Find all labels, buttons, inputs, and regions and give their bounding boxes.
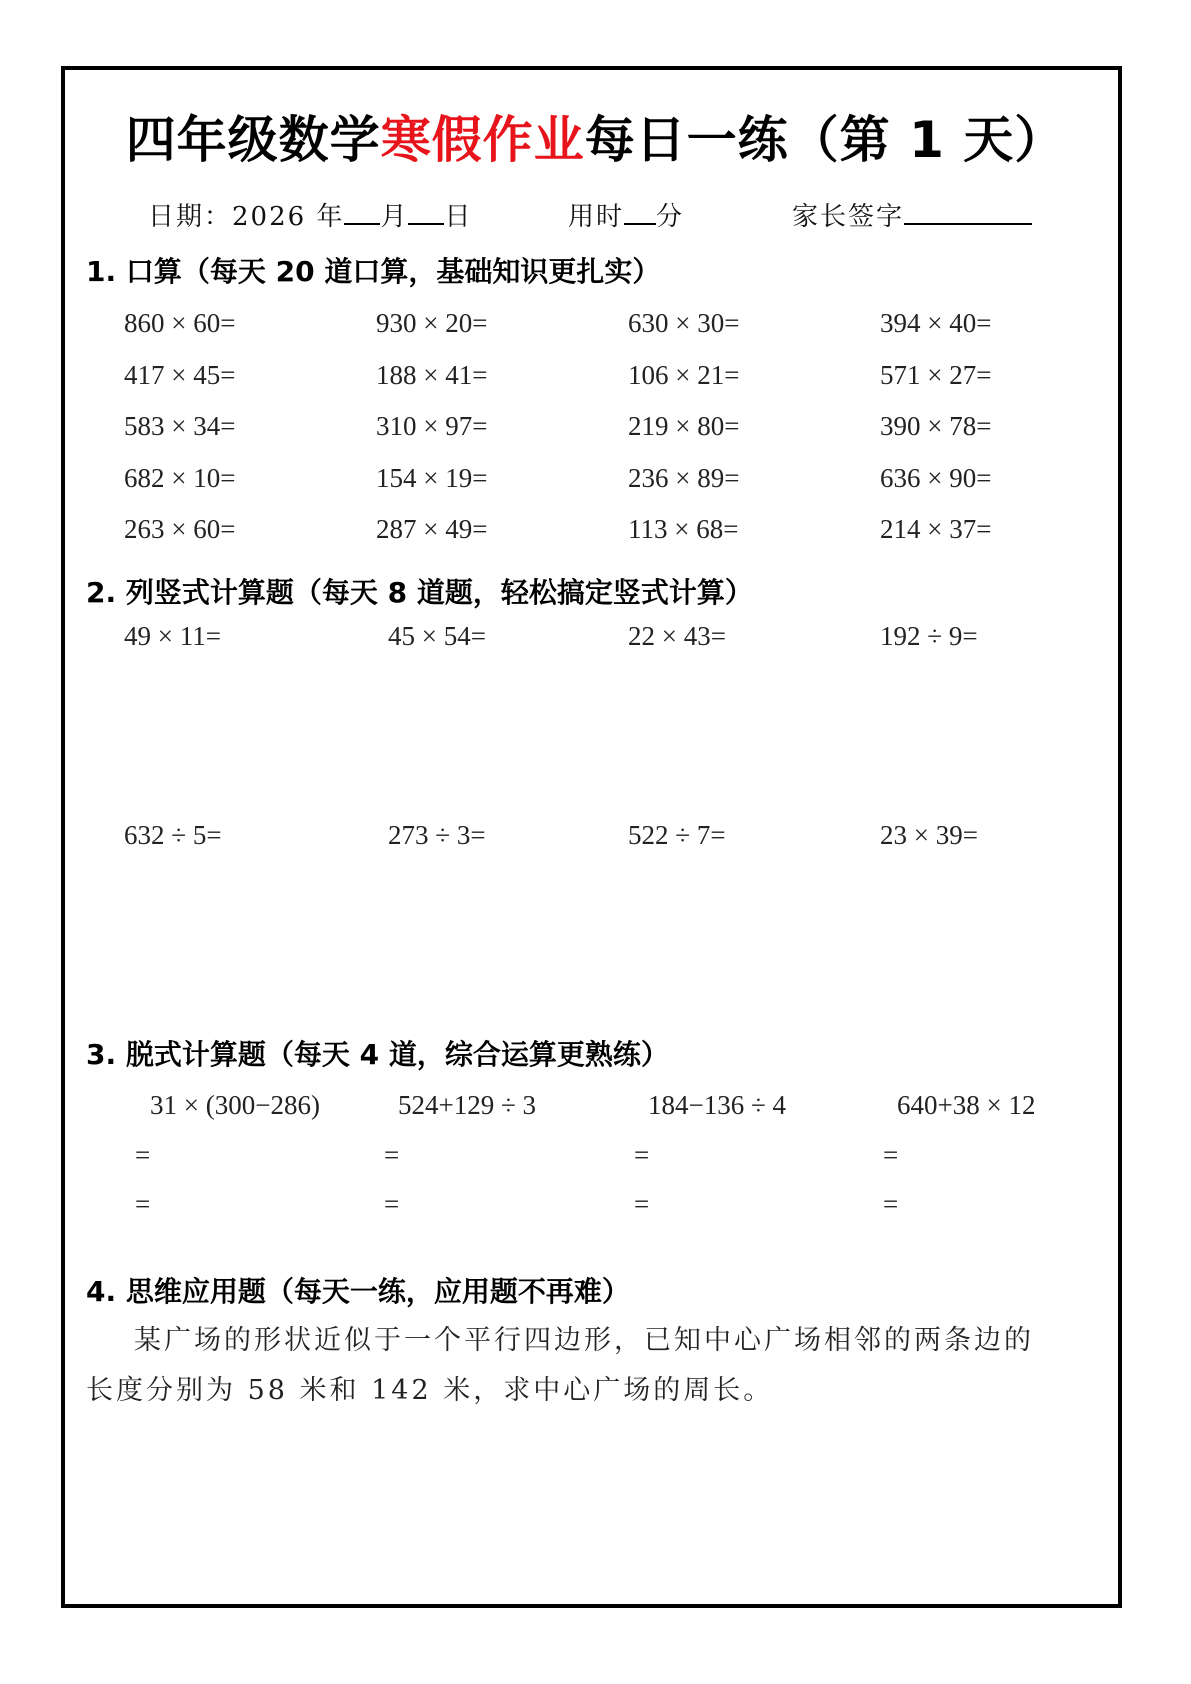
problem: 524+129 ÷ 3 [398,1090,537,1120]
signature-label: 家长签字 [792,202,905,232]
problem: 263 × 60= [124,514,236,544]
problem: 192 ÷ 9= [880,621,978,651]
equals-sign: = [634,1140,650,1170]
problem: 860 × 60= [124,308,236,338]
equals-sign: = [883,1140,899,1170]
signature-blank[interactable] [904,197,1032,225]
problem: 45 × 54= [388,621,486,651]
equals-sign: = [634,1189,650,1219]
month-label: 月 [380,202,409,232]
problem: 287 × 49= [376,514,488,544]
problem: 219 × 80= [628,411,740,441]
time-label: 用时 [568,202,625,232]
section1-heading: 1. 口算（每天 20 道口算，基础知识更扎实） [86,255,661,288]
day-label: 日 [444,202,473,232]
time-blank[interactable] [624,197,656,225]
problem: 417 × 45= [124,360,236,390]
problem: 632 ÷ 5= [124,820,222,850]
time-field [568,196,684,233]
section3-heading: 3. 脱式计算题（每天 4 道，综合运算更熟练） [86,1038,669,1071]
problem: 522 ÷ 7= [628,820,726,850]
word-problem-line2: 长度分别为 58 米和 142 米，求中心广场的周长。 [86,1375,774,1406]
problem: 214 × 37= [880,514,992,544]
problem: 49 × 11= [124,621,221,651]
page-title [0,100,1191,172]
problem: 390 × 78= [880,411,992,441]
title-part1: 四年级数学 [125,111,381,169]
problem: 583 × 34= [124,411,236,441]
problem: 188 × 41= [376,360,488,390]
equals-sign: = [135,1140,151,1170]
problem: 394 × 40= [880,308,992,338]
problem: 930 × 20= [376,308,488,338]
problem: 636 × 90= [880,463,992,493]
date-label: 日期：2026 年 [148,202,345,232]
problem: 273 ÷ 3= [388,820,486,850]
problem: 571 × 27= [880,360,992,390]
equals-sign: = [384,1189,400,1219]
problem: 31 × (300−286) [150,1090,320,1120]
problem: 22 × 43= [628,621,726,651]
word-problem-line1: 某广场的形状近似于一个平行四边形，已知中心广场相邻的两条边的 [134,1325,1034,1356]
title-part3: 每日一练（第 1 天） [584,111,1066,169]
title-highlight: 寒假作业 [380,111,585,169]
equals-sign: = [883,1189,899,1219]
problem: 682 × 10= [124,463,236,493]
signature-field [792,196,1032,233]
problem: 630 × 30= [628,308,740,338]
problem: 23 × 39= [880,820,978,850]
equals-sign: = [384,1140,400,1170]
equals-sign: = [135,1189,151,1219]
problem: 640+38 × 12 [897,1090,1036,1120]
problem: 236 × 89= [628,463,740,493]
minute-label: 分 [656,202,685,232]
month-blank[interactable] [344,197,380,225]
problem: 310 × 97= [376,411,488,441]
day-blank[interactable] [408,197,444,225]
section4-heading: 4. 思维应用题（每天一练，应用题不再难） [86,1275,630,1308]
problem: 113 × 68= [628,514,739,544]
problem: 106 × 21= [628,360,740,390]
date-field [148,196,472,233]
problem: 184−136 ÷ 4 [648,1090,787,1120]
problem: 154 × 19= [376,463,488,493]
section2-heading: 2. 列竖式计算题（每天 8 道题，轻松搞定竖式计算） [86,576,753,609]
